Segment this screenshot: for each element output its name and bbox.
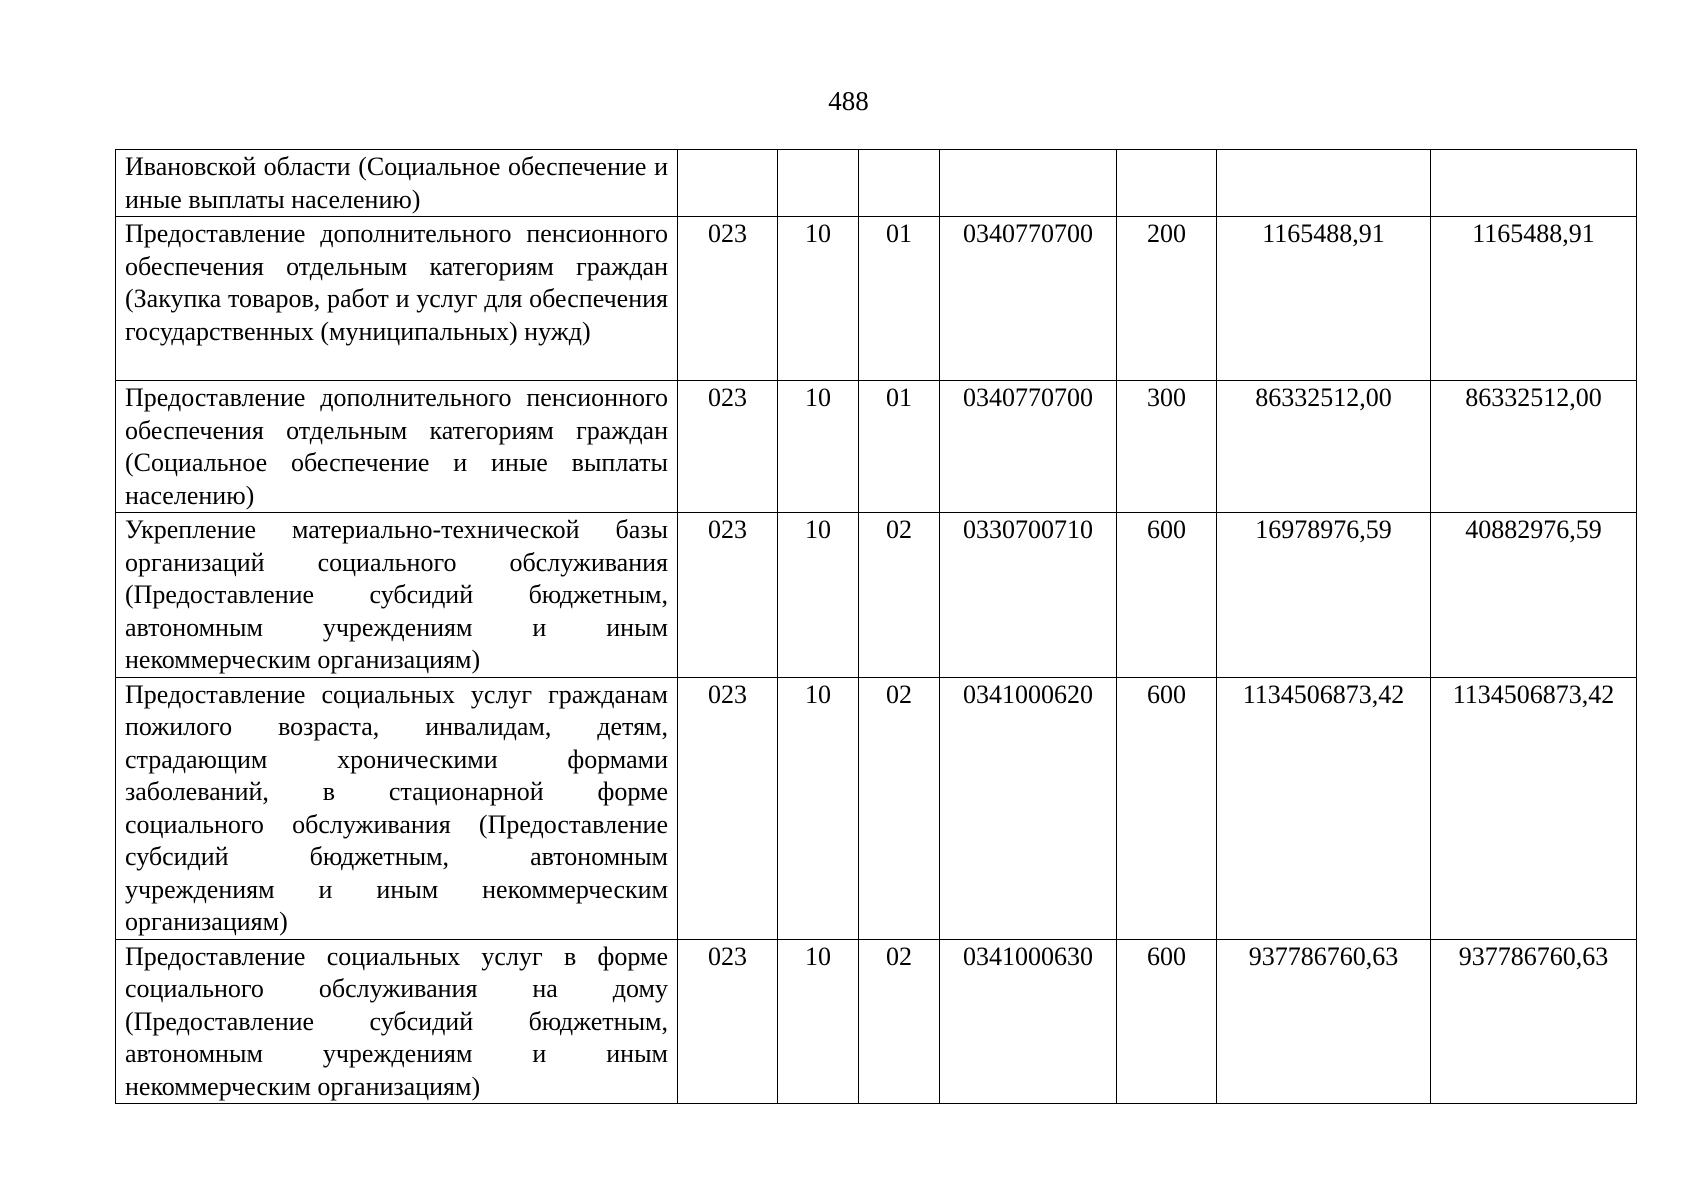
target-article-code: 0340770700 xyxy=(940,217,1117,381)
ministry-code: 023 xyxy=(678,939,778,1104)
row-description: Предоставление социальных услуг гражданам пожилого возраста, инвалидам, детям, страдающим хроническими формами заболеваний, в стационарной форме социального обслуживания (Предоставление субсидий бюджетным, автономным учреждениям и иным некоммерческим организациям) xyxy=(116,677,678,939)
page-number: 488 xyxy=(828,86,869,116)
amount-2: 86332512,00 xyxy=(1431,381,1637,513)
expense-type-code: 200 xyxy=(1117,217,1217,381)
target-article-code: 0341000630 xyxy=(940,939,1117,1104)
target-article-code: 0341000620 xyxy=(940,677,1117,939)
ministry-code: 023 xyxy=(678,677,778,939)
amount-2: 1165488,91 xyxy=(1431,217,1637,381)
table-row xyxy=(116,150,1637,217)
row-description: Предоставление социальных услуг в форме социального обслуживания на дому (Предоставление субсидий бюджетным, автономным учреждениям и иным некоммерческим организациям) xyxy=(116,939,678,1104)
row-description: Ивановской области (Социальное обеспечение и иные выплаты населению) xyxy=(116,150,678,217)
section-code: 10 xyxy=(778,513,859,678)
expense-type-code xyxy=(1117,150,1217,217)
subsection-code xyxy=(859,150,940,217)
expense-type-code: 600 xyxy=(1117,513,1217,678)
expense-type-code: 300 xyxy=(1117,381,1217,513)
section-code: 10 xyxy=(778,677,859,939)
ministry-code xyxy=(678,150,778,217)
ministry-code: 023 xyxy=(678,513,778,678)
table-row xyxy=(116,513,1637,678)
amount-1: 16978976,59 xyxy=(1217,513,1431,678)
subsection-code: 01 xyxy=(859,217,940,381)
amount-1: 86332512,00 xyxy=(1217,381,1431,513)
target-article-code xyxy=(940,150,1117,217)
amount-1: 937786760,63 xyxy=(1217,939,1431,1104)
table-row xyxy=(116,381,1637,513)
amount-2: 1134506873,42 xyxy=(1431,677,1637,939)
ministry-code: 023 xyxy=(678,381,778,513)
expense-type-code: 600 xyxy=(1117,677,1217,939)
subsection-code: 02 xyxy=(859,677,940,939)
row-description: Предоставление дополнительного пенсионного обеспечения отдельным категориям граждан (Закупка товаров, работ и услуг для обеспечения государственных (муниципальных) нужд) xyxy=(116,217,678,381)
target-article-code: 0340770700 xyxy=(940,381,1117,513)
ministry-code: 023 xyxy=(678,217,778,381)
section-code: 10 xyxy=(778,217,859,381)
section-code xyxy=(778,150,859,217)
expense-type-code: 600 xyxy=(1117,939,1217,1104)
subsection-code: 02 xyxy=(859,513,940,678)
amount-2: 937786760,63 xyxy=(1431,939,1637,1104)
section-code: 10 xyxy=(778,939,859,1104)
amount-1: 1134506873,42 xyxy=(1217,677,1431,939)
amount-2: 40882976,59 xyxy=(1431,513,1637,678)
subsection-code: 02 xyxy=(859,939,940,1104)
subsection-code: 01 xyxy=(859,381,940,513)
table-row xyxy=(116,217,1637,381)
amount-1: 1165488,91 xyxy=(1217,217,1431,381)
target-article-code: 0330700710 xyxy=(940,513,1117,678)
row-description: Предоставление дополнительного пенсионного обеспечения отдельным категориям граждан (Социальное обеспечение и иные выплаты населению) xyxy=(116,381,678,513)
amount-2 xyxy=(1431,150,1637,217)
amount-1 xyxy=(1217,150,1431,217)
table-row xyxy=(116,677,1637,939)
row-description: Укрепление материально-технической базы организаций социального обслуживания (Предоставление субсидий бюджетным, автономным учреждениям и иным некоммерческим организациям) xyxy=(116,513,678,678)
budget-table xyxy=(115,149,1637,1104)
section-code: 10 xyxy=(778,381,859,513)
table-row xyxy=(116,939,1637,1104)
